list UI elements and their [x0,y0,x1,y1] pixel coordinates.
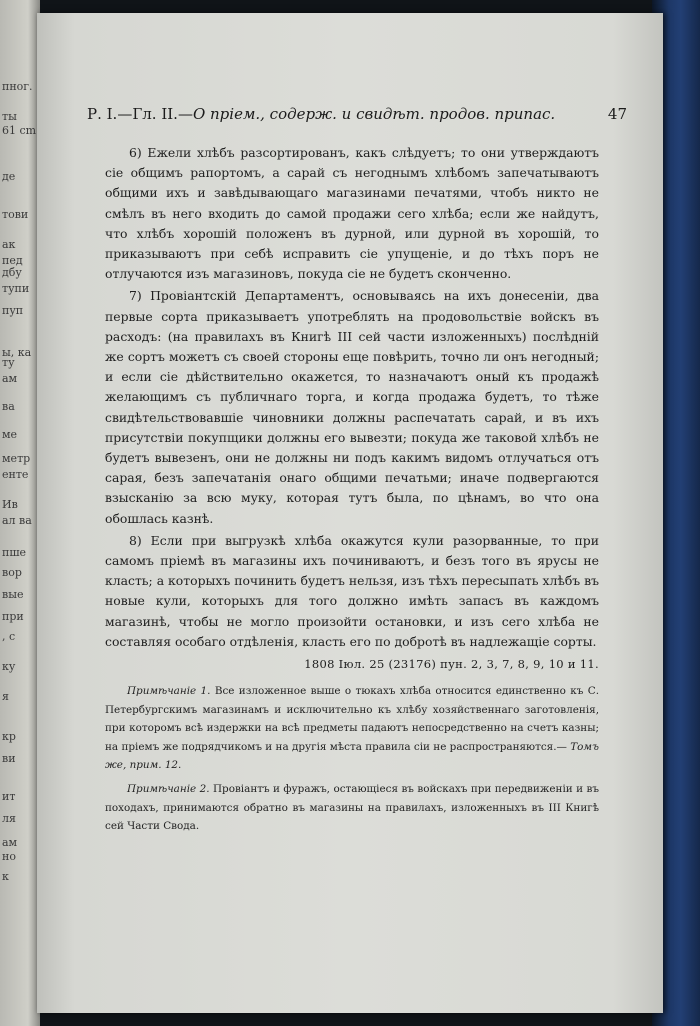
left-page-fragment: кр [2,730,16,743]
left-page-fragment: ам [2,372,18,385]
note-1-lead: Примѣчанiе 1. [127,685,211,698]
left-page-fragment: пуп [2,304,24,317]
paragraph-6: 6) Ежели хлѣбъ разсортированъ, какъ слѣдуетъ; то они утверждаютъ сiе общимъ рапортомъ, а сарай съ негоднымъ хлѣбомъ запечатываютъ общими ихъ и завѣдывающаго магазинами печатями, чтобъ никто не смѣлъ въ него входить до самой продажи сего хлѣба; если же найдутъ, что хлѣбъ хорошiй положенъ въ дурной, или дурной въ хорошiй, то приказываютъ при себѣ исправить сiе упущенiе, и до тѣхъ поръ не отлучаются изъ магазиновъ, покуда сiе не будетъ сконченно. [105,145,599,282]
running-header [87,105,627,123]
left-page-fragment: дбу [2,266,22,279]
left-page-fragment: я [2,690,9,703]
left-page-fragment: ак [2,238,16,251]
left-page-fragment: ал ва [2,514,32,527]
page-number: 47 [607,105,627,123]
left-page-fragment: ит [2,790,16,803]
header-section: Р. I.—Гл. II.— [87,105,193,123]
left-facing-page [0,0,40,1026]
note-2-lead: Примѣчанiе 2. [127,783,210,796]
header-title: О прiем., содерж. и свидѣт. продов. припас. [192,105,556,123]
page-body [105,143,599,842]
left-page-fragment: тупи [2,282,30,295]
left-page-fragment: но [2,850,16,863]
left-page-fragment: пног. [2,80,33,93]
left-page-fragment: вор [2,566,22,579]
left-page-fragment: 61 cm [2,124,37,137]
left-page-fragment: ви [2,752,16,765]
note-2-text: Провiантъ и фуражъ, остающiеся въ войскахъ при передвиженiи и въ походахъ, принимаются обратно въ магазины на правилахъ, изложенныхъ въ III Книгѣ сей Части Свода. [105,783,599,833]
left-page-fragment: ку [2,660,16,673]
left-page-fragment: ы, ка [2,346,32,359]
left-page-fragment: метр [2,452,31,465]
left-page-fragment: к [2,870,9,883]
left-page-fragment: при [2,610,24,623]
left-page-fragment: пше [2,546,27,559]
left-page-fragment: тови [2,208,29,221]
note-1-text: Все изложенное выше о тюкахъ хлѣба относится единственно къ С. Петербургскимъ магазинамъ и исключительно къ хлѣбу хозяйственнаго заготовленiя, при которомъ всѣ издержки на всѣ предметы падаютъ непосредственно на счетъ казны; на прiемъ же подрядчикомъ и на другiя мѣста правила сiи не распространяются.— [105,685,599,753]
left-page-fragment: енте [2,468,29,481]
left-page-fragment: пед [2,254,23,267]
left-page-fragment: ля [2,812,16,825]
left-page-fragment: , с [2,630,16,643]
left-page-fragment: ам [2,836,18,849]
left-page-fragment: Ив [2,498,18,511]
left-page-fragment: де [2,170,16,183]
left-page-fragment: вые [2,588,24,601]
paragraph-7: 7) Провiантскiй Департаментъ, основываясь на ихъ донесенiи, два первые сорта приказываетъ употреблять на продовольствiе войскъ въ расходъ: (на правилахъ въ Книгѣ III сей части изложенныхъ) послѣднiй же сортъ можетъ съ своей стороны еще повѣрить, точно ли онъ негодный; и если сiе дѣйствительно окажется, то назначаютъ оный къ продажѣ желающимъ съ публичнаго торга, и когда продажа будетъ, то тѣже свидѣтельствовавшiе чиновники должны распечатать сарай, и въ ихъ присутствiи покупщики должны его вывезти; покуда же таковой хлѣбъ не будетъ вывезенъ, они не должны ни подъ какимъ видомъ отлучаться отъ сарая, безъ запечатанiя онаго общими печатьми; иначе подвергаются взысканiю за всю муку, которая тутъ была, по цѣнамъ, во что она обошлась казнѣ. [105,288,599,526]
left-page-fragment: ме [2,428,18,441]
left-page-fragment: ты [2,110,17,123]
paragraph-8: 8) Если при выгрузкѣ хлѣба окажутся кули разорванные, то при самомъ прiемѣ въ магазины ихъ починиваютъ, и безъ того въ ярусы не класть; а которыхъ починить будетъ нельзя, изъ тѣхъ пересыпать хлѣбъ въ новые кули, которыхъ для того должно имѣть запасъ въ каждомъ магазинѣ, чтобы не могло произойти остановки, и изъ сего хлѣба не составляя особаго отдѣленiя, класть его по добротѣ въ надлежащiе сорты. [105,532,599,649]
note-1-ref: Томъ же, прим. 12. [105,740,599,771]
note-1 [105,682,599,774]
note-2 [105,780,599,835]
left-page-fragment: ту [2,356,15,369]
left-page-fragment: ва [2,400,15,413]
law-citation: 1808 Iюл. 25 (23176) пун. 2, 3, 7, 8, 9, 10 и 11. [304,657,599,672]
book-page [37,13,663,1013]
